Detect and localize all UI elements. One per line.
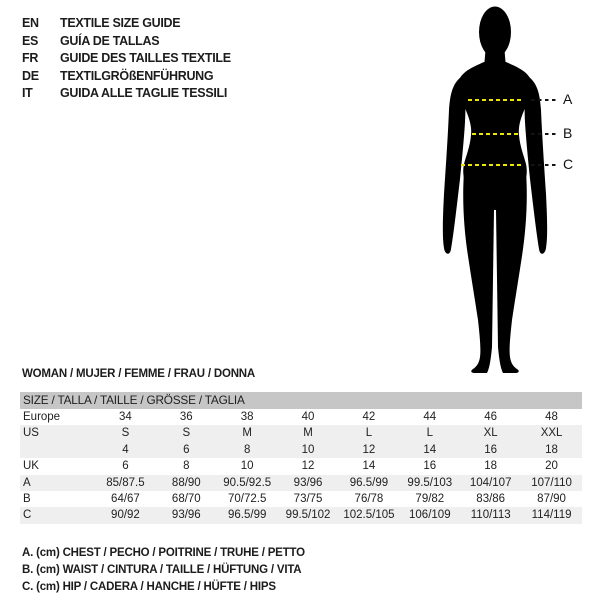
language-title: TEXTILE SIZE GUIDE xyxy=(60,16,181,30)
size-cell: 85/87.5 xyxy=(106,476,145,489)
language-code: FR xyxy=(22,51,39,66)
size-cell: S xyxy=(182,427,191,440)
language-title: TEXTILGRÖßENFÜHRUNG xyxy=(60,68,214,83)
size-table xyxy=(20,392,582,524)
row-label: A xyxy=(23,476,31,489)
size-cell: 104/107 xyxy=(469,476,512,489)
row-label: C xyxy=(23,509,32,522)
size-cell: 10 xyxy=(240,460,254,473)
size-cell: 99.5/103 xyxy=(407,476,453,489)
table-header: SIZE / TALLA / TAILLE / GRÖSSE / TAGLIA xyxy=(20,392,582,409)
language-code: EN xyxy=(22,16,39,30)
size-cell: XL xyxy=(483,427,498,440)
language-title: GUÍA DE TALLAS xyxy=(60,33,160,48)
legend-waist: B. (cm) WAIST / CINTURA / TAILLE / HÜFTUNG / VITA xyxy=(22,564,302,577)
size-cell: 8 xyxy=(243,443,251,456)
size-cell: 114/119 xyxy=(531,509,572,522)
row-label: UK xyxy=(23,460,39,473)
woman-silhouette-image xyxy=(435,4,565,376)
table-row-us-letter xyxy=(20,425,582,441)
size-cell: 10 xyxy=(301,443,315,456)
waist-leader-line xyxy=(531,133,559,135)
size-cell: 14 xyxy=(423,443,437,456)
language-code: DE xyxy=(22,68,39,83)
size-cell: 12 xyxy=(362,443,376,456)
table-row-hip xyxy=(20,507,582,523)
list-item xyxy=(22,68,231,86)
hip-line-label: C xyxy=(563,156,574,172)
size-cell: 79/82 xyxy=(415,492,445,505)
size-cell: 14 xyxy=(362,460,376,473)
chest-line-label: A xyxy=(563,91,573,107)
size-cell: 16 xyxy=(484,443,498,456)
size-cell: L xyxy=(426,427,434,440)
size-cell: 90/92 xyxy=(111,509,140,522)
list-item xyxy=(22,15,231,33)
size-cell: 106/109 xyxy=(409,509,451,522)
waist-line-label: B xyxy=(563,125,573,141)
size-cell: 107/110 xyxy=(531,476,572,489)
size-cell: 4 xyxy=(122,443,129,456)
size-cell: 48 xyxy=(545,411,558,423)
list-item xyxy=(22,85,231,103)
row-label xyxy=(20,442,95,458)
woman-silhouette xyxy=(435,4,565,376)
size-cell: 20 xyxy=(545,460,558,473)
size-cell: 64/67 xyxy=(111,492,140,505)
size-cell: 42 xyxy=(362,411,376,423)
size-cell: 40 xyxy=(301,411,315,423)
table-row-chest xyxy=(20,475,582,491)
size-cell: 8 xyxy=(183,460,190,473)
section-title: WOMAN / MUJER / FEMME / FRAU / DONNA xyxy=(22,368,256,380)
size-cell: 16 xyxy=(423,460,437,473)
size-cell: M xyxy=(242,427,252,440)
waist-measure-line xyxy=(472,133,519,135)
size-cell: 90.5/92.5 xyxy=(223,476,272,489)
table-row-us-number xyxy=(20,442,582,458)
size-cell: 36 xyxy=(179,411,193,423)
language-title-list xyxy=(22,15,231,103)
size-cell: 87/90 xyxy=(537,492,566,505)
size-cell: 6 xyxy=(122,460,129,473)
size-cell: 102.5/105 xyxy=(343,509,395,522)
language-title: GUIDA ALLE TAGLIE TESSILI xyxy=(60,86,228,101)
language-code: IT xyxy=(22,86,33,101)
row-label: B xyxy=(23,492,31,505)
size-cell: 68/70 xyxy=(171,492,201,505)
list-item xyxy=(22,50,231,68)
size-cell: 44 xyxy=(423,411,437,423)
size-cell: L xyxy=(365,427,373,440)
size-cell: 18 xyxy=(484,460,498,473)
chest-measure-line xyxy=(468,99,524,101)
size-cell: 93/96 xyxy=(293,476,323,489)
size-cell: 38 xyxy=(240,411,254,423)
size-cell: 96.5/99 xyxy=(349,476,389,489)
size-cell: 110/113 xyxy=(470,509,511,522)
size-cell: 46 xyxy=(484,411,498,423)
table-row-europe xyxy=(20,409,582,425)
hip-leader-line xyxy=(531,164,559,166)
row-label: Europe xyxy=(23,411,61,423)
size-cell: 34 xyxy=(119,411,132,423)
size-cell: S xyxy=(121,427,130,440)
size-cell: 93/96 xyxy=(171,509,201,522)
size-cell: 73/75 xyxy=(293,492,323,505)
measure-legend xyxy=(22,545,305,597)
size-cell: 99.5/102 xyxy=(285,509,331,522)
hip-measure-line xyxy=(461,164,524,166)
size-cell: 76/78 xyxy=(354,492,384,505)
size-cell: 83/86 xyxy=(476,492,506,505)
legend-hip: C. (cm) HIP / CADERA / HANCHE / HÜFTE / HIPS xyxy=(22,581,276,594)
language-title: GUIDE DES TAILLES TEXTILE xyxy=(60,51,231,66)
size-cell: 88/90 xyxy=(171,476,201,489)
table-row-waist xyxy=(20,491,582,507)
language-code: ES xyxy=(22,33,39,48)
size-cell: 12 xyxy=(301,460,315,473)
row-label: US xyxy=(23,427,39,440)
size-cell: 18 xyxy=(545,443,558,456)
chest-leader-line xyxy=(531,99,559,101)
size-cell: 6 xyxy=(183,443,190,456)
legend-chest: A. (cm) CHEST / PECHO / POITRINE / TRUHE / PETTO xyxy=(22,547,305,559)
size-cell: 70/72.5 xyxy=(228,492,267,505)
list-item xyxy=(22,33,231,51)
table-row-uk xyxy=(20,458,582,474)
size-cell: M xyxy=(303,427,313,440)
size-cell: 96.5/99 xyxy=(228,509,267,522)
size-cell: XXL xyxy=(540,427,563,440)
